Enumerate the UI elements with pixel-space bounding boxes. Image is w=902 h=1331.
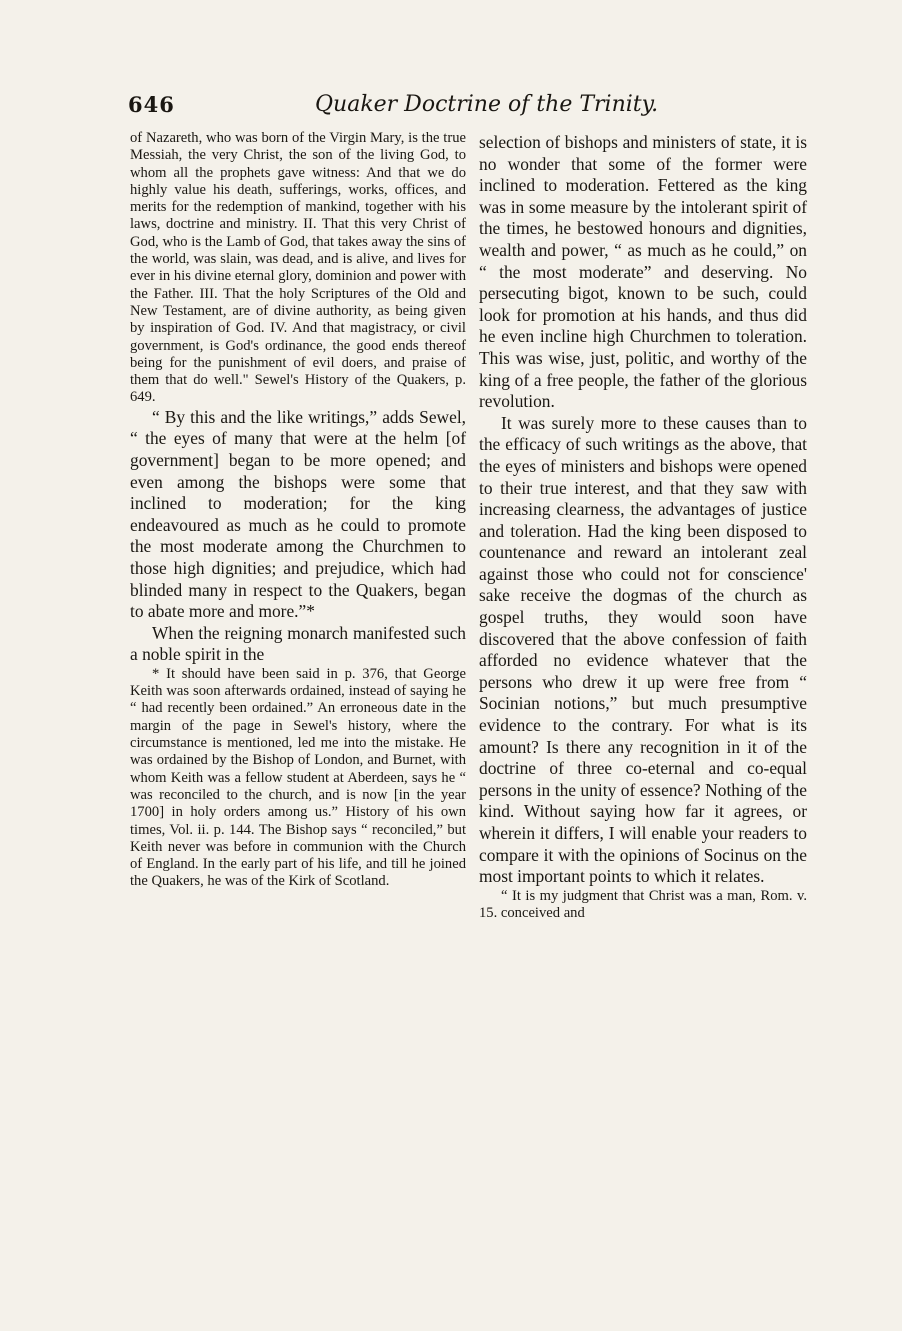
page-header — [128, 92, 808, 122]
quote-socinus: “ It is my judgment that Christ was a man, Rom. v. 15. conceived and — [479, 887, 807, 922]
running-title: Quaker Doctrine of the Trinity. — [315, 92, 659, 117]
paragraph-monarch: When the reigning monarch manifested such a noble spirit in the — [130, 622, 466, 665]
footnote: * It should have been said in p. 376, that George Keith was soon afterwards ordained, instead of saying he “ had recently been ordained.” An erroneous date in the margin of the page in Sewel's history, where the circumstance is mentioned, led me into the mistake. He was ordained by the Bishop of London, and Burnet, with whom Keith was a fellow student at Aberdeen, says he “ was reconciled to the church, and is now [in the year 1700] in holy orders among us.” History of his own times, Vol. ii. p. 144. The Bishop says “ reconciled,” but Keith never was before in communion with the Church of England. In the early part of his life, and till he joined the Quakers, he was of the Kirk of Scotland. — [130, 665, 466, 890]
paragraph-sewel: “ By this and the like writings,” adds Sewel, “ the eyes of many that were at the helm [of government] began to be more opened; and even among the bishops were some that inclined to moderation; for the king endeavoured as much as he could to promote the most moderate among the Churchmen to those high dignities; and prejudice, which had blinded many in respect to the Quakers, began to abate more and more.”* — [130, 406, 466, 622]
paragraph-selection: selection of bishops and ministers of state, it is no wonder that some of the former were inclined to moderation. Fettered as the king was in some measure by the intolerant spirit of the times, he bestowed honours and dignities, wealth and power, “ as much as he could,” on “ the most moderate” and deserving. No persecuting bigot, known to be such, could look for promotion at his hands, and thus did he even incline high Churchmen to toleration. This was wise, just, politic, and worthy of the king of a free people, the father of the glorious revolution. — [479, 132, 807, 412]
paragraph-surely: It was surely more to these causes than to the efficacy of such writings as the above, that the eyes of ministers and bishops were opened to their true interest, and that they saw with increasing clearness, the advantages of justice and toleration. Had the king been disposed to countenance and reward an intolerant zeal against those who could not for conscience' sake receive the dogmas of the church as gospel truths, they would soon have discovered that the above confession of faith afforded no evidence whatever that the persons who drew it up were free from “ Socinian notions,” but much presumptive evidence to the contrary. For what is its amount? Is there any recognition in it of the doctrine of three co-eternal and co-equal persons in the unity of essence? Nothing of the kind. Without saying how far it agrees, or wherein it differs, I will enable your readers to compare it with the opinions of Socinus on the most important points to which it relates. — [479, 412, 807, 887]
left-column — [130, 130, 466, 891]
right-column — [479, 132, 807, 922]
quote-continuation: of Nazareth, who was born of the Virgin Mary, is the true Messiah, the very Christ, the son of the living God, to whom all the prophets gave witness: And that we do highly value his death, sufferings, works, offices, and merits for the redemption of mankind, together with his laws, doctrine and ministry. II. That this very Christ of God, who is the Lamb of God, that takes away the sins of the world, was slain, was dead, and is alive, and lives for ever in his divine eternal glory, dominion and power with the Father. III. That the holy Scriptures of the Old and New Testament, are of divine authority, as being given by inspiration of God. IV. And that magistracy, or civil government, is God's ordinance, the good ends thereof being for the punishment of evil doers, and praise of them that do well." Sewel's History of the Quakers, p. 649. — [130, 130, 466, 406]
page-number: 646 — [128, 92, 175, 117]
